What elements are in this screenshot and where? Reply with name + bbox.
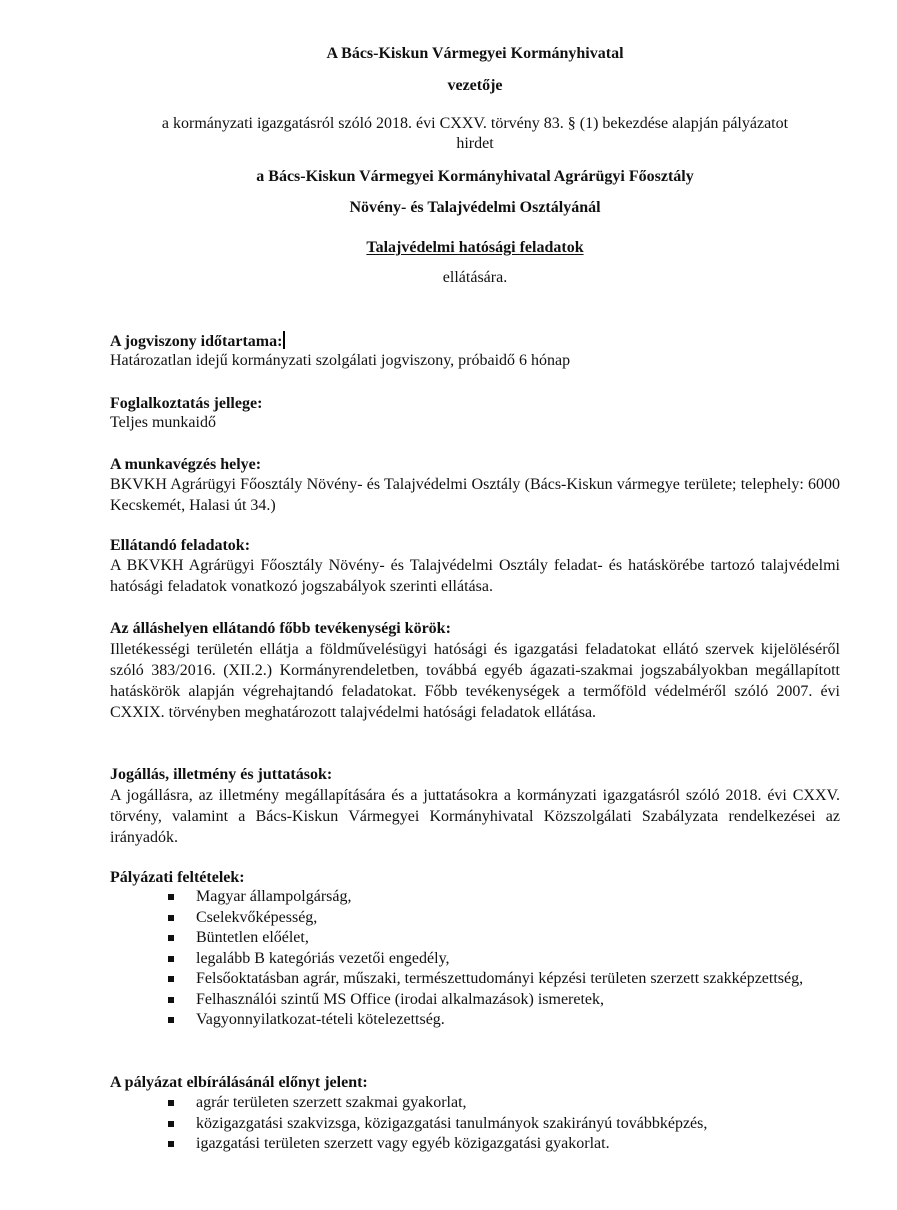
text-cursor [283,331,285,349]
bullet-icon [168,1121,174,1127]
list-item: igazgatási területen szerzett vagy egyéb közigazgatási gyakorlat. [110,1134,840,1155]
bullet-icon [168,915,174,921]
list-item: Vagyonnyilatkozat-tételi kötelezettség. [110,1010,840,1031]
section-body-duration: Határozatlan idejű kormányzati szolgálati jogviszony, próbaidő 6 hónap [110,352,571,369]
position-title-text: Talajvédelmi hatósági feladatok [366,239,584,256]
list-item: Magyar állampolgárság, [110,887,840,908]
requirements-list [110,887,840,1031]
section-body-activities: Illetékességi területén ellátja a földművelésügyi hatósági és igazgatási feladatokat ellátó szervek kijelöléséről szóló 383/2016. (XII.2.) Kormányrendeletben, továbbá egyéb ágazati-szakmai jogszabályokban megállapított hatáskörök alapján végrehajtandó feladatokat. Főbb tevékenységek a termőföld védelméről szóló 2007. évi CXXIX. törvényben meghatározott talajvédelmi hatósági feladatok ellátása. [110,641,840,721]
bullet-icon [168,1100,174,1106]
section-heading-workplace: A munkavégzés helye: [110,456,262,473]
bullet-icon [168,997,174,1003]
section-heading-text: A jogviszony időtartama: [110,333,283,350]
bullet-icon [168,956,174,962]
list-item: Büntetlen előélet, [110,928,840,949]
bullet-icon [168,1017,174,1023]
unit-title: Növény- és Talajvédelmi Osztályánál [349,199,601,216]
list-item: Felsőoktatásban agrár, műszaki, természettudományi képzési területen szerzett szakképzettség, [110,969,840,990]
bullet-icon [168,976,174,982]
section-heading-advantages: A pályázat elbírálásánál előnyt jelent: [110,1074,368,1091]
position-title-suffix: ellátására. [442,269,508,286]
bullet-icon [168,894,174,900]
section-heading-tasks: Ellátandó feladatok: [110,537,251,554]
section-body-employment-type: Teljes munkaidő [110,414,216,431]
section-heading-requirements: Pályázati feltételek: [110,869,245,886]
list-item: agrár területen szerzett szakmai gyakorlat, [110,1093,840,1114]
list-item: közigazgatási szakvizsga, közigazgatási tanulmányok szakirányú továbbképzés, [110,1114,840,1135]
section-heading-activities: Az álláshelyen ellátandó főbb tevékenységi körök: [110,620,451,637]
legal-basis-line: a kormányzati igazgatásról szóló 2018. évi CXXV. törvény 83. § (1) bekezdése alapján pályázatot [161,115,789,132]
list-item: Cselekvőképesség, [110,908,840,929]
list-item: legalább B kategóriás vezetői engedély, [110,949,840,970]
section-heading-legal-status: Jogállás, illetmény és juttatások: [110,766,333,783]
position-title [110,238,840,258]
issuer-title: A Bács-Kiskun Vármegyei Kormányhivatal [326,45,624,62]
list-item: Felhasználói szintű MS Office (irodai alkalmazások) ismeretek, [110,990,840,1011]
advantages-list [110,1093,840,1155]
legal-basis-line-2: hirdet [456,135,494,152]
section-body-tasks: A BKVKH Agrárügyi Főosztály Növény- és Talajvédelmi Osztály feladat- és hatáskörébe tartozó talajvédelmi hatósági feladatok vonatkozó jogszabályok szerinti ellátása. [110,557,840,595]
section-heading-employment-type: Foglalkoztatás jellege: [110,395,263,412]
section-heading-duration[interactable] [110,331,840,352]
section-body-legal-status: A jogállásra, az illetmény megállapítására és a juttatásokra a kormányzati igazgatásról szóló 2018. évi CXXV. törvény, valamint a Bács-Kiskun Vármegyei Kormányhivatal Közszolgálati Szabályzata rendelkezései az irányadók. [110,787,840,846]
department-title: a Bács-Kiskun Vármegyei Kormányhivatal Agrárügyi Főosztály [256,168,694,185]
issuer-role: vezetője [447,77,503,94]
bullet-icon [168,935,174,941]
bullet-icon [168,1141,174,1147]
section-body-workplace: BKVKH Agrárügyi Főosztály Növény- és Talajvédelmi Osztály (Bács-Kiskun vármegye területe; telephely: 6000 Kecskemét, Halasi út 34.) [110,476,840,514]
